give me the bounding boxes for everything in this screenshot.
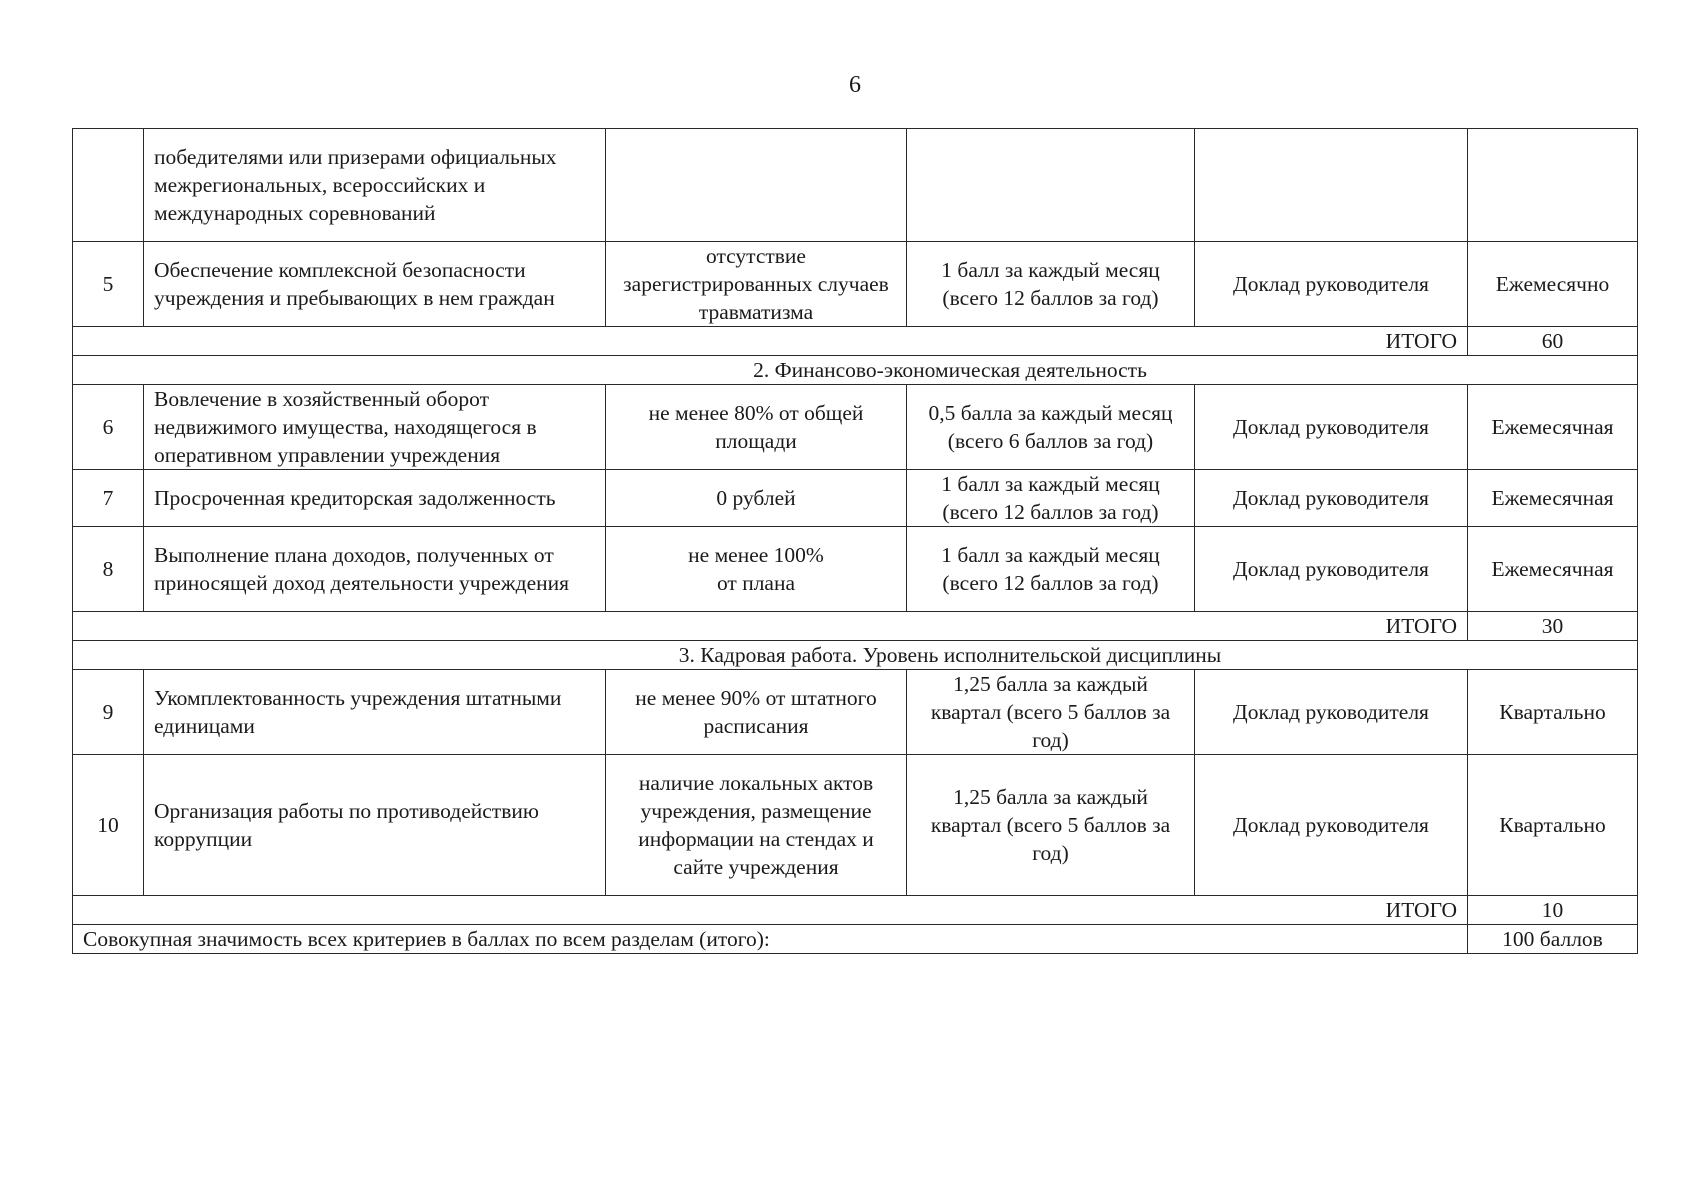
target-cell: отсутствие зарегистрированных случаев травматизма	[606, 242, 907, 327]
total-row	[73, 612, 1638, 641]
source-cell: Доклад руководителя	[1195, 527, 1468, 612]
target-cell: наличие локальных актов учреждения, размещение информации на стендах и сайте учреждения	[606, 755, 907, 896]
row-number-cell	[73, 129, 144, 242]
target-cell: не менее 90% от штатного расписания	[606, 670, 907, 755]
section-title: 3. Кадровая работа. Уровень исполнительской дисциплины	[73, 641, 1638, 670]
total-label: ИТОГО	[73, 327, 1468, 356]
summary-row	[73, 925, 1638, 954]
target-cell	[606, 527, 907, 612]
table-row	[73, 670, 1638, 755]
table-row	[73, 755, 1638, 896]
section-row	[73, 356, 1638, 385]
source-cell: Доклад руководителя	[1195, 755, 1468, 896]
source-cell: Доклад руководителя	[1195, 470, 1468, 527]
table-row	[73, 527, 1638, 612]
row-number-cell: 8	[73, 527, 144, 612]
points-cell	[907, 129, 1195, 242]
total-row	[73, 896, 1638, 925]
criterion-cell: Вовлечение в хозяйственный оборот недвижимого имущества, находящегося в оперативном управлении учреждения	[144, 385, 606, 470]
row-number-cell: 7	[73, 470, 144, 527]
period-cell: Ежемесячная	[1468, 527, 1638, 612]
period-cell	[1468, 129, 1638, 242]
row-number-cell: 6	[73, 385, 144, 470]
total-value: 60	[1468, 327, 1638, 356]
criterion-cell: Просроченная кредиторская задолженность	[144, 470, 606, 527]
period-cell: Квартально	[1468, 755, 1638, 896]
target-line: не менее 100%	[688, 543, 824, 567]
criterion-cell: Обеспечение комплексной безопасности учреждения и пребывающих в нем граждан	[144, 242, 606, 327]
table-row	[73, 242, 1638, 327]
period-cell: Квартально	[1468, 670, 1638, 755]
points-cell: 0,5 балла за каждый месяц (всего 6 баллов за год)	[907, 385, 1195, 470]
source-cell: Доклад руководителя	[1195, 242, 1468, 327]
criteria-table	[72, 128, 1638, 954]
total-value: 10	[1468, 896, 1638, 925]
criterion-cell: победителями или призерами официальных межрегиональных, всероссийских и международных соревнований	[144, 129, 606, 242]
total-label: ИТОГО	[73, 612, 1468, 641]
row-number-cell: 10	[73, 755, 144, 896]
total-label: ИТОГО	[73, 896, 1468, 925]
criterion-cell: Организация работы по противодействию коррупции	[144, 755, 606, 896]
source-cell	[1195, 129, 1468, 242]
target-line: от плана	[716, 571, 796, 595]
table-row	[73, 470, 1638, 527]
row-number-cell: 9	[73, 670, 144, 755]
summary-label: Совокупная значимость всех критериев в баллах по всем разделам (итого):	[73, 925, 1468, 954]
section-row	[73, 641, 1638, 670]
total-value: 30	[1468, 612, 1638, 641]
points-cell: 1,25 балла за каждый квартал (всего 5 баллов за год)	[907, 755, 1195, 896]
source-cell: Доклад руководителя	[1195, 385, 1468, 470]
target-cell: 0 рублей	[606, 470, 907, 527]
points-cell: 1,25 балла за каждый квартал (всего 5 баллов за год)	[907, 670, 1195, 755]
table-row	[73, 385, 1638, 470]
source-cell: Доклад руководителя	[1195, 670, 1468, 755]
period-cell: Ежемесячно	[1468, 242, 1638, 327]
section-title: 2. Финансово-экономическая деятельность	[73, 356, 1638, 385]
target-cell	[606, 129, 907, 242]
criterion-cell: Укомплектованность учреждения штатными единицами	[144, 670, 606, 755]
points-cell: 1 балл за каждый месяц (всего 12 баллов за год)	[907, 470, 1195, 527]
target-cell: не менее 80% от общей площади	[606, 385, 907, 470]
points-cell: 1 балл за каждый месяц (всего 12 баллов за год)	[907, 242, 1195, 327]
period-cell: Ежемесячная	[1468, 385, 1638, 470]
page-number: 6	[849, 72, 861, 98]
table-row	[73, 129, 1638, 242]
points-cell: 1 балл за каждый месяц (всего 12 баллов за год)	[907, 527, 1195, 612]
total-row	[73, 327, 1638, 356]
row-number-cell: 5	[73, 242, 144, 327]
period-cell: Ежемесячная	[1468, 470, 1638, 527]
summary-value: 100 баллов	[1468, 925, 1638, 954]
criterion-cell: Выполнение плана доходов, полученных от приносящей доход деятельности учреждения	[144, 527, 606, 612]
